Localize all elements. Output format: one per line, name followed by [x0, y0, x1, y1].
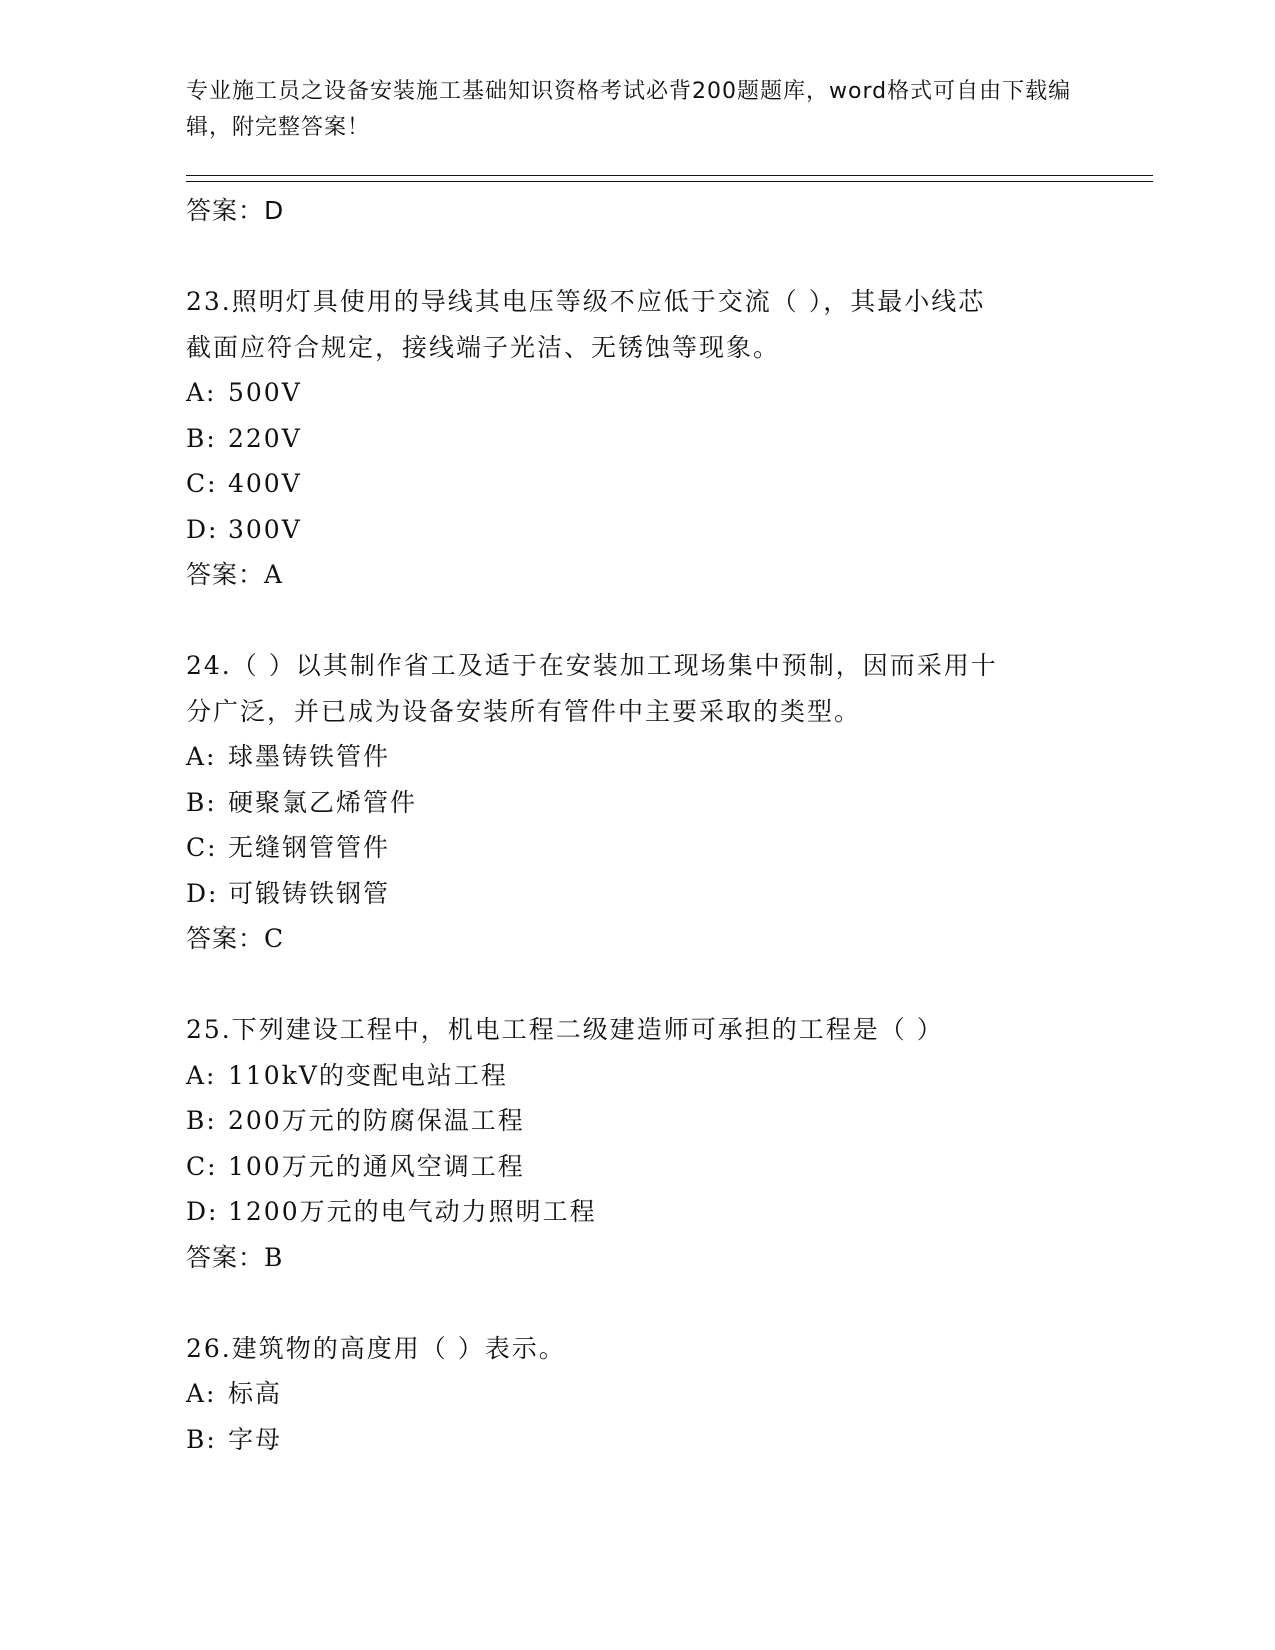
question-stem-line: 26.建筑物的高度用（ ）表示。: [186, 1333, 566, 1363]
option-key: B:: [186, 787, 217, 817]
option-text: 220V: [228, 423, 302, 453]
spacer: [186, 962, 1086, 1008]
question-25: [186, 1007, 1086, 1280]
option-text: 标高: [228, 1379, 283, 1408]
option-key: A:: [186, 1060, 217, 1090]
option-a: [186, 370, 1086, 416]
document-header: 专业施工员之设备安装施工基础知识资格考试必背200题题库，word格式可自由下载编辑，附完整答案！: [186, 79, 1072, 140]
option-key: D:: [186, 514, 219, 544]
header-rule-top: [186, 175, 1153, 176]
answer-line: 答案：C: [186, 924, 285, 953]
option-b: [186, 780, 1086, 826]
answer-line: 答案：A: [186, 560, 284, 589]
option-b: [186, 416, 1086, 462]
question-stem-line: 25.下列建设工程中，机电工程二级建造师可承担的工程是（ ）: [186, 1015, 944, 1044]
option-text: 球墨铸铁管件: [228, 742, 391, 771]
spacer: [186, 1280, 1086, 1326]
option-key: B:: [186, 1424, 217, 1454]
option-key: A:: [186, 378, 217, 407]
option-a: [186, 1053, 1086, 1099]
option-b: [186, 1417, 1086, 1463]
option-text: 无缝钢管管件: [228, 833, 391, 862]
spacer: [186, 234, 1086, 280]
option-text: 1200万元的电气动力照明工程: [228, 1197, 597, 1226]
question-list: [186, 188, 1086, 1462]
option-c: [186, 825, 1086, 871]
question-stem-line: 24.（ ）以其制作省工及适于在安装加工现场集中预制，因而采用十: [186, 651, 998, 680]
answer-line: 答案：D: [186, 196, 285, 225]
option-key: B:: [186, 1106, 217, 1135]
option-key: C:: [186, 469, 218, 498]
option-b: [186, 1098, 1086, 1144]
question-24: [186, 643, 1086, 962]
option-d: [186, 507, 1086, 553]
question-stem-line: 截面应符合规定，接线端子光洁、无锈蚀等现象。: [186, 332, 781, 362]
option-key: D:: [186, 1197, 219, 1226]
spacer: [186, 598, 1086, 644]
header-rule-bottom: [186, 181, 1153, 182]
option-a: [186, 734, 1086, 780]
option-text: 300V: [228, 514, 302, 544]
option-text: 400V: [228, 469, 302, 498]
option-key: D:: [186, 878, 219, 908]
option-key: C:: [186, 833, 218, 862]
answer-line: 答案：B: [186, 1242, 284, 1272]
question-stem-line: 分广泛，并已成为设备安装所有管件中主要采取的类型。: [186, 696, 862, 726]
option-d: [186, 1189, 1086, 1235]
question-23: [186, 279, 1086, 598]
option-key: B:: [186, 423, 217, 453]
option-c: [186, 461, 1086, 507]
option-text: 110kV的变配电站工程: [228, 1060, 508, 1090]
option-text: 100万元的通风空调工程: [228, 1151, 525, 1181]
option-key: A:: [186, 1379, 217, 1408]
option-text: 可锻铸铁钢管: [228, 878, 391, 908]
option-text: 200万元的防腐保温工程: [228, 1106, 525, 1135]
option-key: A:: [186, 742, 217, 771]
option-c: [186, 1144, 1086, 1190]
option-text: 字母: [228, 1424, 283, 1454]
option-d: [186, 871, 1086, 917]
option-a: [186, 1371, 1086, 1417]
option-text: 硬聚氯乙烯管件: [228, 787, 418, 817]
option-key: C:: [186, 1151, 218, 1181]
question-stem-line: 23.照明灯具使用的导线其电压等级不应低于交流（ ），其最小线芯: [186, 287, 986, 316]
question-26: [186, 1326, 1086, 1463]
option-text: 500V: [228, 378, 302, 407]
